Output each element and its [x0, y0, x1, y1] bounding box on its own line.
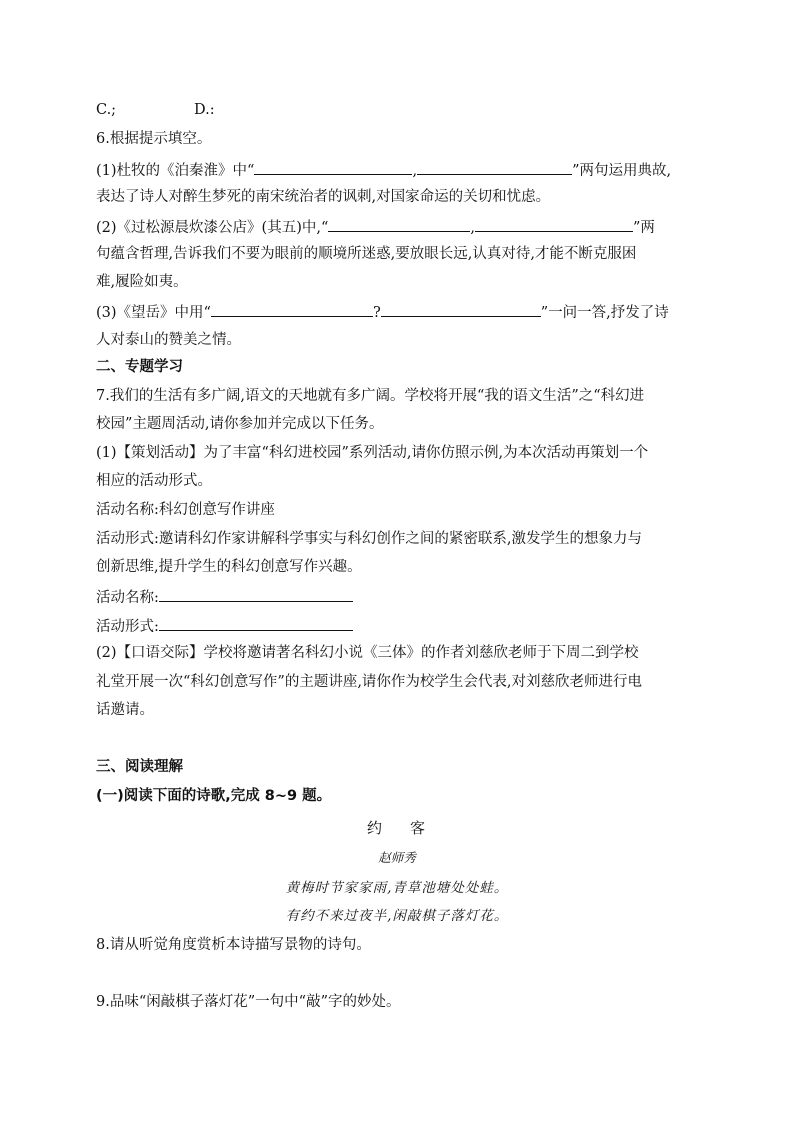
section2-heading-text: 二、专题学习 — [96, 359, 183, 375]
q7-2-text2: 礼堂开展一次“科幻创意写作”的主题讲座,请你作为校学生会代表,对刘慈欣老师进行电 — [96, 674, 643, 690]
q8-text: 8.请从听觉角度赏析本诗描写景物的诗句。 — [96, 937, 371, 953]
q6-item3-sep: ? — [372, 305, 381, 321]
q7-line2 — [96, 414, 700, 434]
q6-item2-suffix: ”两 — [632, 220, 655, 236]
poem-author — [0, 848, 794, 866]
poem-line2-text: 有约不来过夜半,闲敲棋子落灯花。 — [285, 908, 509, 924]
q6-item1-blank2[interactable] — [417, 159, 572, 175]
q7-2-line2 — [96, 672, 700, 692]
q7-1-line2 — [96, 471, 700, 491]
answer-name-label: 活动名称: — [96, 590, 159, 606]
answer-activity-name — [96, 586, 700, 608]
q7-text1: 7.我们的生活有多广阔,语文的天地就有多广阔。学校将开展“我的语文生活”之“科幻进 — [96, 388, 645, 404]
section3-sub1-text: (一)阅读下面的诗歌,完成 8~9 题。 — [96, 788, 332, 804]
answer-form-label: 活动形式: — [96, 619, 159, 635]
q6-title-text: 6.根据提示填空。 — [96, 131, 212, 147]
q6-item1-suffix: ”两句运用典故, — [572, 163, 672, 179]
q9-text: 9.品味“闲敲棋子落灯花”一句中“敲”字的妙处。 — [96, 994, 401, 1010]
q6-item2-line1 — [96, 216, 700, 238]
option-c: C.; — [96, 102, 117, 118]
q6-item2-text: 句蕴含哲理,告诉我们不要为眼前的顺境所迷惑,要放眼长远,认真对待,才能不断克服困 — [96, 246, 637, 262]
answer-form-blank[interactable] — [159, 615, 353, 631]
poem-title-char1: 约 — [366, 819, 384, 837]
section3-heading — [96, 757, 700, 777]
q6-item1-line1 — [96, 159, 700, 181]
poem-line-1 — [0, 876, 794, 896]
poem-title — [0, 817, 794, 838]
q6-item1-blank1[interactable] — [254, 159, 412, 175]
poem-line-2 — [0, 904, 794, 924]
q9 — [96, 992, 700, 1012]
answer-activity-form — [96, 615, 700, 637]
q6-item3-blank2[interactable] — [381, 301, 541, 317]
answer-name-blank[interactable] — [159, 586, 353, 602]
example-activity-form-line1 — [96, 529, 700, 549]
section3-heading-text: 三、阅读理解 — [96, 759, 183, 775]
example-activity-name — [96, 500, 700, 520]
q7-2-text1: (2)【口语交际】学校将邀请著名科幻小说《三体》的作者刘慈欣老师于下周二到学校 — [96, 645, 639, 661]
q6-item3-line2 — [96, 330, 700, 350]
q7-line1 — [96, 386, 700, 406]
poem-title-char2: 客 — [410, 819, 428, 837]
q6-item3-blank1[interactable] — [211, 301, 373, 317]
q6-item1-sep: , — [412, 163, 418, 179]
q6-item2-blank1[interactable] — [328, 216, 470, 232]
q6-item2-prefix: (2)《过松源晨炊漆公店》(其五)中,“ — [96, 220, 329, 236]
poem-author-text: 赵师秀 — [378, 850, 416, 865]
q6-item2-sep: , — [470, 220, 475, 236]
q6-item1-text: 表达了诗人对醉生梦死的南宋统治者的讽刺,对国家命运的关切和忧虑。 — [96, 189, 551, 205]
q7-1-text1: (1)【策划活动】为了丰富“科幻进校园”系列活动,请你仿照示例,为本次活动再策划一个 — [96, 445, 649, 461]
example-activity-form-line2 — [96, 557, 700, 577]
q6-item1-prefix: (1)杜牧的《泊秦淮》中“ — [96, 163, 255, 179]
q6-item2-line2 — [96, 244, 700, 264]
example-form-text2: 创新思维,提升学生的科幻创意写作兴趣。 — [96, 559, 362, 575]
q7-2-text3: 话邀请。 — [96, 702, 154, 718]
q7-1-text2: 相应的活动形式。 — [96, 473, 212, 489]
q6-item2-text2: 难,履险如夷。 — [96, 274, 188, 290]
q6-item3-line1 — [96, 301, 700, 323]
q8 — [96, 935, 700, 955]
section2-heading — [96, 357, 700, 377]
q7-2-line3 — [96, 700, 700, 720]
option-d: D.: — [194, 102, 215, 118]
poem-line1-text: 黄梅时节家家雨,青草池塘处处蛙。 — [285, 880, 509, 896]
q7-1-line1 — [96, 443, 700, 463]
q6-item3-text: 人对泰山的赞美之情。 — [96, 332, 241, 348]
q6-item3-prefix: (3)《望岳》中用“ — [96, 305, 211, 321]
q6-item1-line2 — [96, 187, 700, 207]
q6-item2-line3 — [96, 272, 700, 292]
q6-item3-suffix: ”一问一答,抒发了诗 — [540, 305, 669, 321]
example-form-text1: 活动形式:邀请科幻作家讲解科学事实与科幻创作之间的紧密联系,激发学生的想象力与 — [96, 531, 642, 547]
q7-2-line1 — [96, 643, 700, 663]
q6-item2-blank2[interactable] — [475, 216, 633, 232]
example-name-text: 活动名称:科幻创意写作讲座 — [96, 502, 275, 518]
q6-title — [96, 129, 700, 149]
section3-sub1 — [96, 786, 700, 806]
q7-text2: 校园”主题周活动,请你参加并完成以下任务。 — [96, 416, 384, 432]
